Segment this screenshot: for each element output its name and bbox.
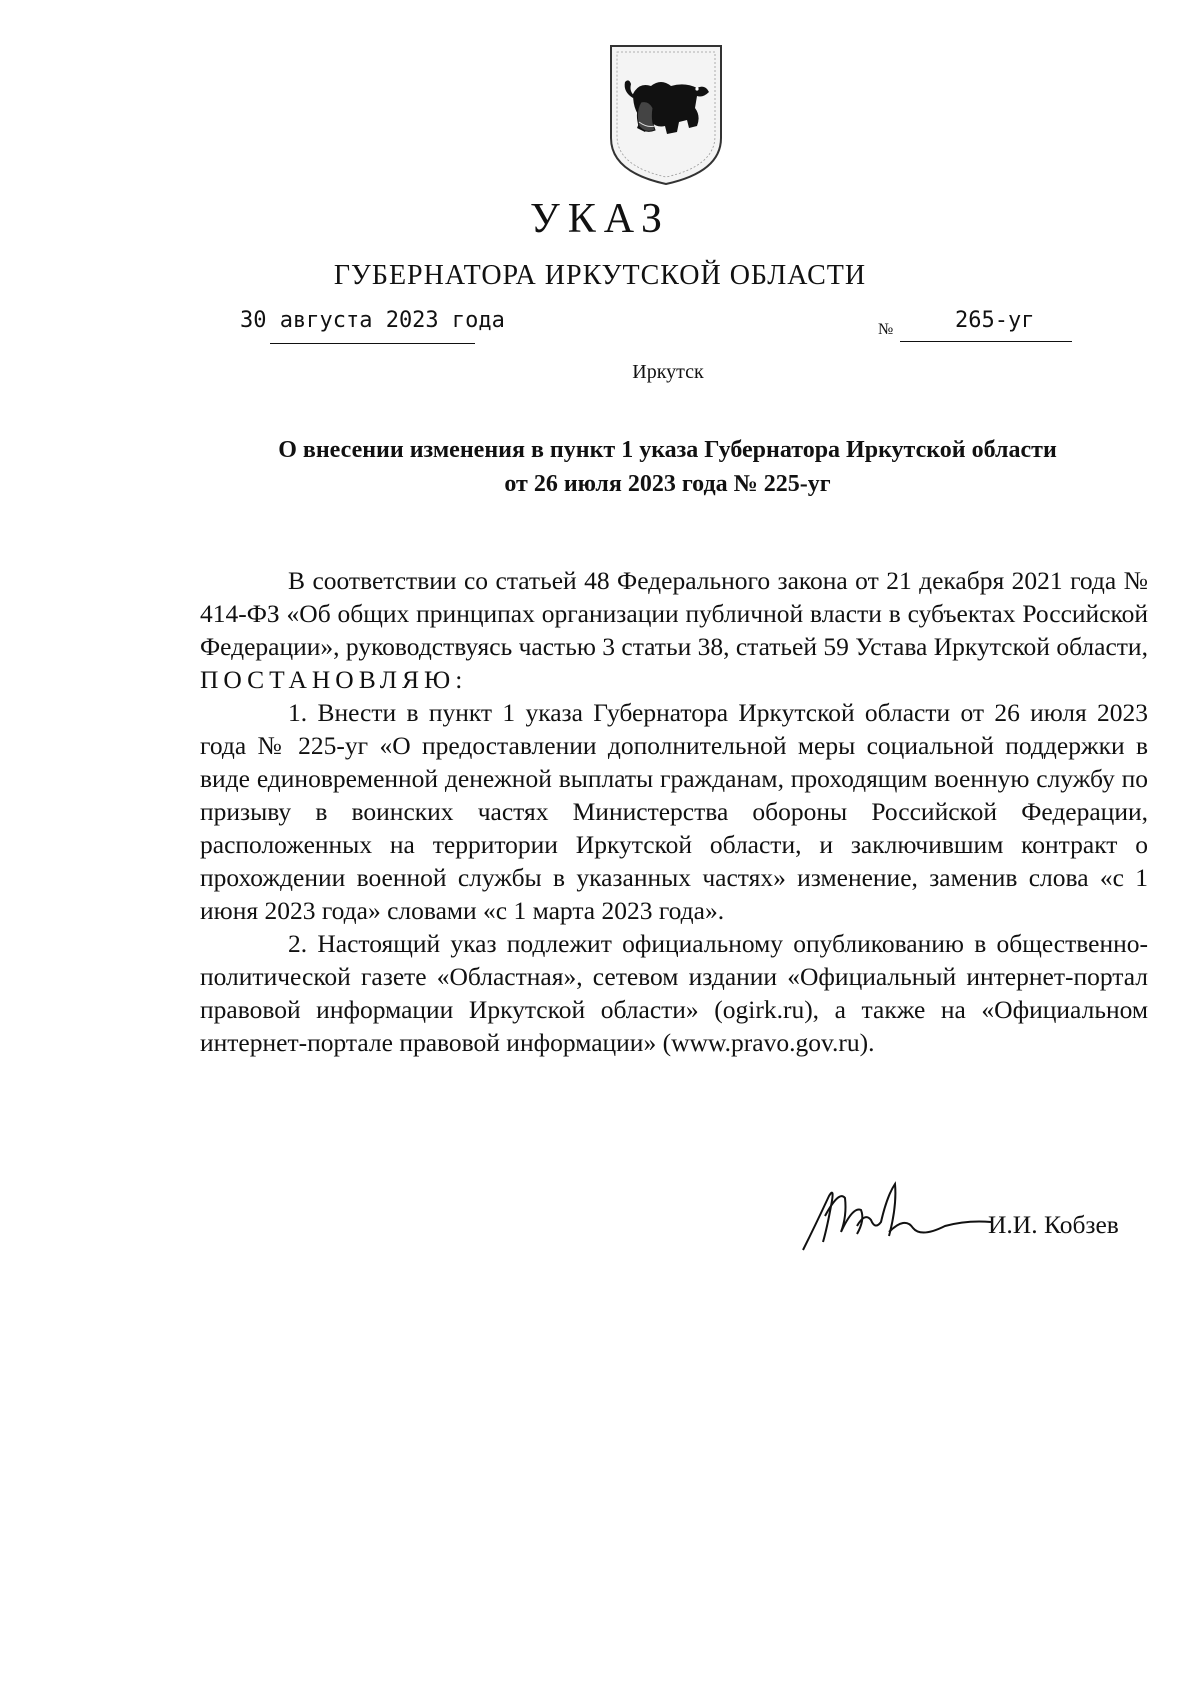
decree-number: 265-уг — [955, 308, 1035, 333]
decree-word: ПОСТАНОВЛЯЮ: — [200, 665, 468, 694]
preamble-paragraph: В соответствии со статьей 48 Федерального закона от 21 декабря 2021 года № 414-ФЗ «Об общих принципах организации публичной власти в субъектах Российской Федерации», руководствуясь частью 3 статьи 38, статьей 59 Устава Иркутской области, — [200, 566, 1148, 661]
number-sign: № — [878, 321, 894, 338]
issuer-heading: ГУБЕРНАТОРА ИРКУТСКОЙ ОБЛАСТИ — [333, 260, 867, 291]
decree-date: 30 августа 2023 года — [240, 308, 505, 333]
item-2-paragraph: 2. Настоящий указ подлежит официальному опубликованию в общественно-политической газете «Областная», сетевом издании «Официальный интернет-портал правовой информации Иркутской области» (ogirk.ru), а также на «Официальном интернет-портале правовой информации» (www.pravo.gov.ru). — [200, 929, 1148, 1057]
item-1-paragraph: 1. Внести в пункт 1 указа Губернатора Иркутской области от 26 июля 2023 года № 225-уг «О предоставлении дополнительной меры социальной поддержки в виде единовременной денежной выплаты гражданам, проходящим военную службу по призыву в воинских частях Министерства обороны Российской Федерации, расположенных на территории Иркутской области, и заключившим контракт о прохождении военной службы в указанных частях» изменение, заменив слова «с 1 июня 2023 года» словами «с 1 марта 2023 года». — [200, 698, 1148, 925]
issue-city: Иркутск — [632, 361, 704, 383]
decree-body — [200, 564, 1148, 1059]
irkutsk-coat-of-arms-icon — [605, 42, 727, 188]
date-underline — [270, 343, 475, 344]
document-type-heading: УКАЗ — [529, 196, 671, 242]
decree-title-line-2: от 26 июля 2023 года № 225-уг — [504, 471, 831, 497]
decree-title — [200, 433, 1135, 501]
signer-name: И.И. Кобзев — [988, 1210, 1119, 1239]
number-underline — [900, 341, 1072, 342]
handwritten-signature — [795, 1176, 995, 1254]
decree-title-line-1: О внесении изменения в пункт 1 указа Губернатора Иркутской области — [278, 437, 1057, 463]
